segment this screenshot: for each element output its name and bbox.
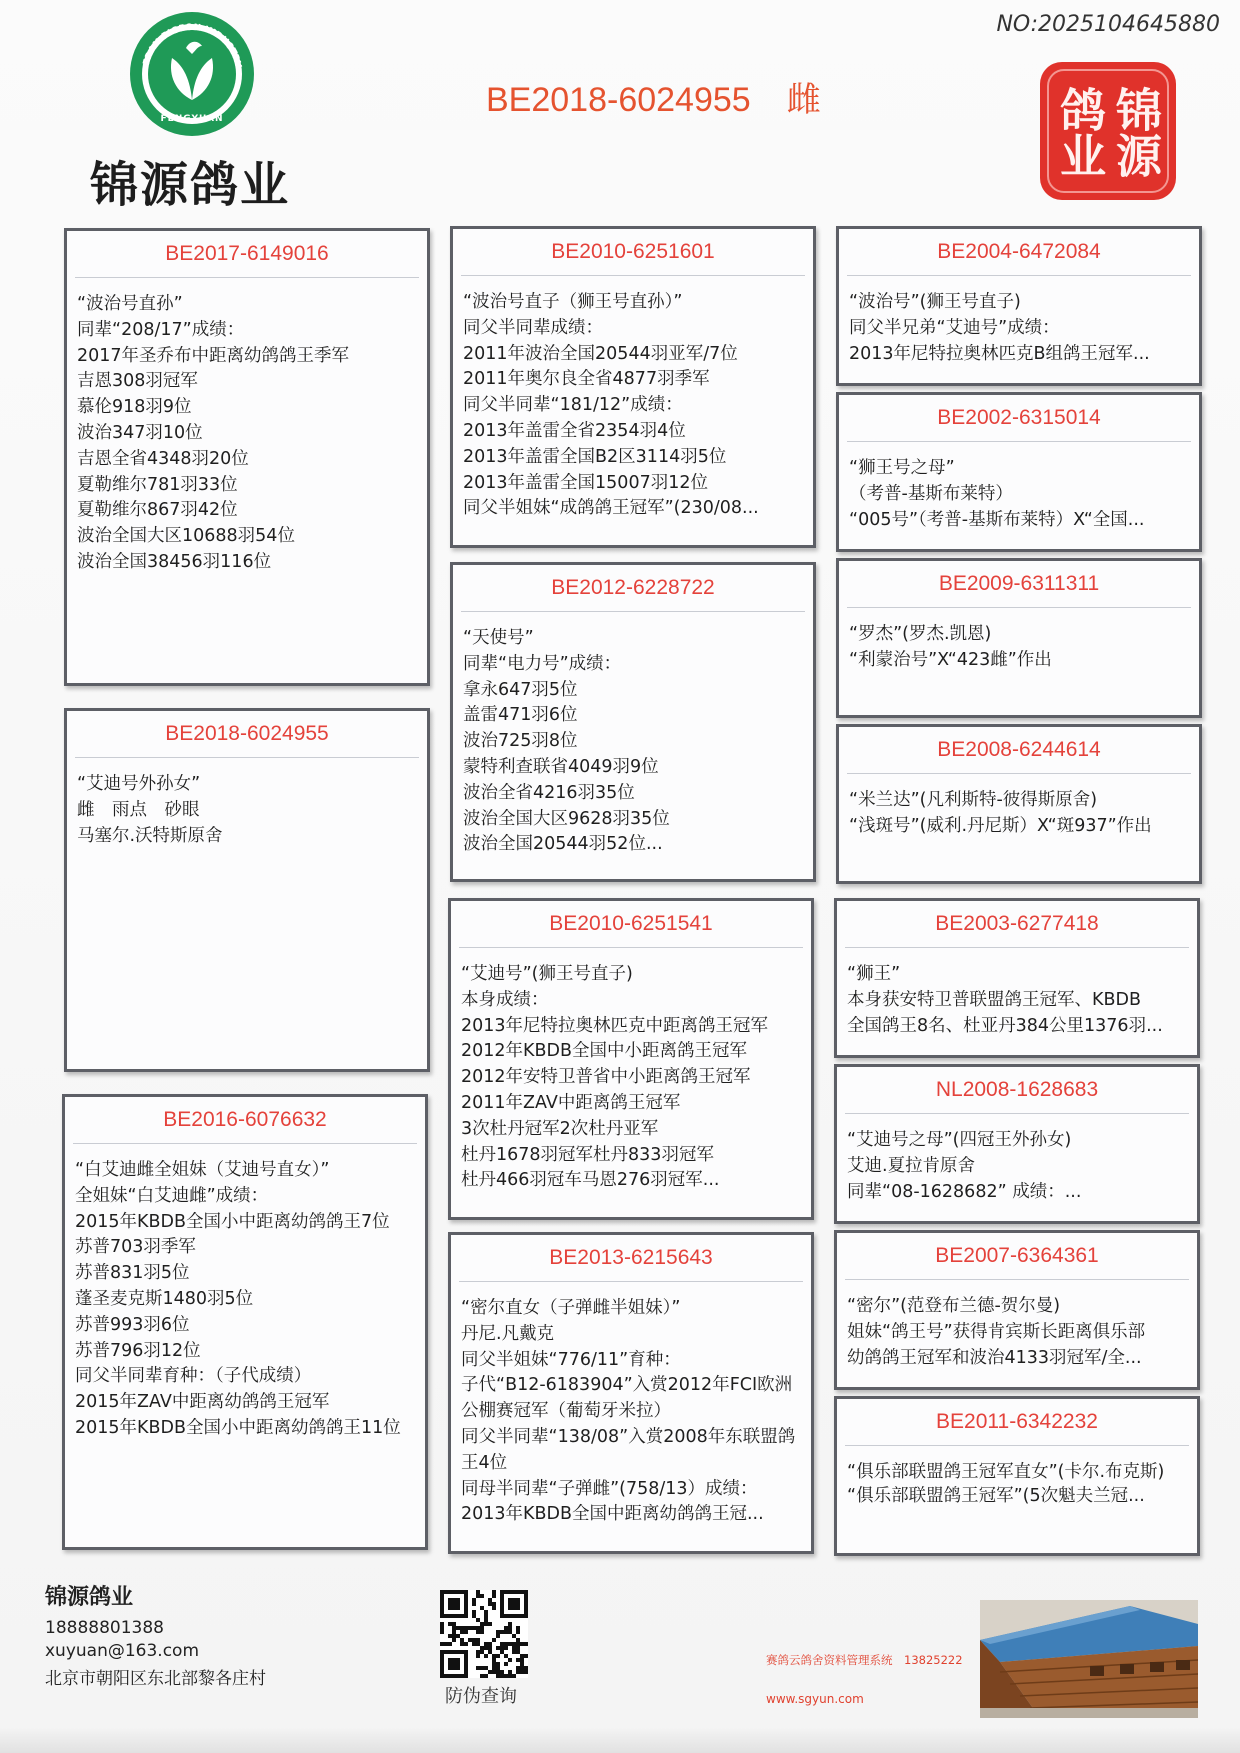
card-line: 同父半姐妹“776/11”育种： [461,1349,681,1370]
card-ring-number: BE2009-6311311 [847,561,1191,608]
pedigree-card-subject [64,708,430,1072]
card-line: “白艾迪雌全姐妹（艾迪号直女）” [75,1160,330,1180]
card-ring-number: BE2017-6149016 [75,231,419,278]
card-line: “狮王号之母” [849,458,955,478]
card-line: 全姐妹“白艾迪雌”成绩： [75,1185,269,1206]
pedigree-card-grandsire-2 [448,898,814,1220]
card-details [67,278,427,576]
card-line: “波治号直子（狮王号直孙）” [463,292,683,312]
card-line: 波治725羽8位 [463,731,578,752]
card-line: （考普-基斯布莱特） [849,483,1013,504]
card-line: 波治全省4216羽35位 [463,782,635,803]
card-line: 姐妹“鸽王号”获得肯宾斯长距离俱乐部 [847,1321,1146,1342]
card-details [839,608,1199,674]
card-line: 2012年安特卫普省中小距离鸽王冠军 [461,1067,751,1088]
loft-photo [980,1600,1198,1718]
card-details [453,612,813,858]
card-line: “俱乐部联盟鸽王冠军直女”(卡尔.布克斯) [847,1462,1165,1482]
card-line: 本身成绩： [461,989,549,1010]
card-line: 夏勒维尔781羽33位 [77,474,238,495]
pedigree-card-ggdam-1 [836,392,1202,552]
card-line: “波治号”(狮王号直子) [849,292,1021,312]
card-line: 同父半同辈“138/08”入赏2008年东联盟鸽王4位 [461,1426,796,1473]
card-details [837,1114,1197,1205]
card-line: 波治全国大区9628羽35位 [463,808,670,829]
card-details [451,948,811,1194]
main-sex: 雌 [786,81,821,119]
seal-stamp-icon [1034,58,1182,206]
card-line: 杜丹466羽冠车马恩276羽冠军... [461,1170,720,1191]
logo-ring-text: FRAN PIGEON INDUSTRY [141,22,243,69]
card-line: 苏普831羽5位 [75,1263,190,1284]
footer-brand-name: 锦源鸽业 [45,1585,134,1610]
card-ring-number: BE2016-6076632 [73,1097,417,1144]
pedigree-card-ggsire-4 [834,1230,1200,1390]
card-details [837,1280,1197,1371]
pedigree-card-ggsire-2 [836,558,1202,718]
card-line: 同父半同辈“181/12”成绩： [463,395,683,416]
card-line: “米兰达”(凡利斯特-彼得斯原舍) [849,790,1098,810]
card-line: 2013年盖雷全国B2区3114羽5位 [463,446,727,467]
card-line: 慕伦918羽9位 [77,397,192,418]
card-line: “密尔直女（子弹雌半姐妹）” [461,1298,681,1318]
pedigree-card-dam [62,1094,428,1550]
card-ring-number: BE2004-6472084 [847,229,1191,276]
card-line: 同父半兄弟“艾迪号”成绩： [849,317,1060,338]
card-line: 苏普703羽季军 [75,1237,196,1258]
card-line: 吉恩全省4348羽20位 [77,448,249,469]
card-line: 2011年奥尔良全省4877羽季军 [463,369,710,390]
card-line: 苏普993羽6位 [75,1314,190,1335]
card-ring-number: BE2012-6228722 [461,565,805,612]
card-line: “波治号直孙” [77,294,183,314]
seal-text: 锦源鸽业 [1053,86,1163,178]
card-line: 3次杜丹冠军2次杜丹亚军 [461,1118,659,1139]
card-line: “俱乐部联盟鸽王冠军”(5次魁夫兰冠... [847,1486,1145,1506]
card-line: 本身获安特卫普联盟鸽王冠军、KBDB [847,989,1141,1010]
card-line: 夏勒维尔867羽42位 [77,500,238,521]
system-url[interactable]: www.sgyun.com [766,1692,864,1706]
logo-emblem-icon [128,10,256,138]
card-line: 2012年KBDB全国中小距离鸽王冠军 [461,1041,747,1062]
card-line: 雌 雨点 砂眼 [77,799,200,820]
card-line: “罗杰”(罗杰.凯恩) [849,624,992,644]
main-pigeon-heading [486,72,821,121]
card-line: 2017年圣乔布中距离幼鸽鸽王季军 [77,345,350,366]
logo-bottom-text: FENGYUAN [160,114,224,124]
card-line: 2013年KBDB全国中距离幼鸽鸽王冠... [461,1504,764,1525]
card-details [453,276,813,522]
main-ring-number: BE2018-6024955 [486,81,751,119]
card-ring-number: BE2011-6342232 [845,1399,1189,1446]
card-ring-number: BE2010-6251541 [459,901,803,948]
card-ring-number: BE2013-6215643 [459,1235,803,1282]
card-line: 同辈“208/17”成绩： [77,319,245,340]
card-line: “艾迪号”(狮王号直子) [461,964,633,984]
card-line: 丹尼.凡戴克 [461,1323,555,1344]
card-line: 子代“B12-6183904”入赏2012年FCI欧洲公棚赛冠军（葡萄牙米拉） [461,1375,793,1422]
card-line: 2013年尼特拉奥林匹克B组鸽王冠军... [849,343,1150,364]
card-line: 同父半姐妹“成鸽鸽王冠军”(230/08... [463,498,759,519]
card-ring-number: BE2010-6251601 [461,229,805,276]
card-ring-number: BE2007-6364361 [845,1233,1189,1280]
pedigree-card-ggdam-2 [836,724,1202,884]
card-ring-number: BE2003-6277418 [845,901,1189,948]
card-line: 2015年KBDB全国小中距离幼鸽鸽王11位 [75,1417,401,1438]
card-line: 2013年尼特拉奥林匹克中距离鸽王冠军 [461,1015,769,1036]
footer-email: xuyuan@163.com [45,1641,200,1661]
card-line: 2013年盖雷全省2354羽4位 [463,420,686,441]
pedigree-card-sire [64,228,430,686]
card-line: 波治347羽10位 [77,422,203,443]
pedigree-card-grandsire-1 [450,226,816,548]
card-line: “利蒙治号”X“423雌”作出 [849,649,1052,670]
card-line: 马塞尔.沃特斯原舍 [77,825,223,846]
card-line: 杜丹1678羽冠军杜丹833羽冠军 [461,1144,714,1165]
card-line: “浅斑号”(威利.丹尼斯）X“斑937”作出 [849,815,1152,836]
card-details [67,758,427,849]
paper-edge-shadow [0,1727,1240,1753]
pedigree-card-ggsire-1 [836,226,1202,386]
card-line: 蓬圣麦克斯1480羽5位 [75,1288,254,1309]
pedigree-card-ggdam-4 [834,1396,1200,1556]
card-line: 盖雷471羽6位 [463,705,578,726]
card-line: “艾迪号外孙女” [77,774,201,794]
card-line: 同父半同辈成绩： [463,317,603,338]
card-line: 同父半同辈育种：（子代成绩） [75,1366,312,1387]
card-line: 同母半同辈“子弹雌”(758/13）成绩： [461,1478,758,1499]
card-line: 2011年ZAV中距离鸽王冠军 [461,1092,681,1113]
footer-phone: 18888801388 [45,1618,164,1638]
footer-address: 北京市朝阳区东北部黎各庄村 [45,1669,266,1689]
card-line: “005号”（考普-基斯布莱特）X“全国... [849,509,1145,530]
pedigree-card-ggsire-3 [834,898,1200,1058]
qr-label: 防伪查询 [445,1686,517,1707]
card-line: “狮王” [847,964,901,984]
pedigree-card-granddam-2 [448,1232,814,1554]
pedigree-card-granddam-1 [450,562,816,882]
card-line: 波治全国38456羽116位 [77,551,272,572]
card-ring-number: BE2002-6315014 [847,395,1191,442]
card-ring-number: BE2018-6024955 [75,711,419,758]
card-line: 2013年盖雷全国15007羽12位 [463,472,708,493]
card-details [451,1282,811,1528]
card-details [837,1446,1197,1508]
card-details [839,774,1199,840]
card-details [839,276,1199,367]
card-details [65,1144,425,1442]
card-line: 2011年波治全国20544羽亚军/7位 [463,343,738,364]
card-line: 苏普796羽12位 [75,1340,201,1361]
document-number: NO:2025104645880 [996,12,1220,37]
card-line: “艾迪号之母”(四冠王外孙女) [847,1130,1072,1150]
card-details [839,442,1199,533]
card-line: 蒙特利查联省4049羽9位 [463,756,659,777]
pedigree-card-ggdam-3 [834,1064,1200,1224]
card-line: 同辈“08-1628682” 成绩：... [847,1181,1082,1202]
card-line: 波治全国20544羽52位... [463,834,663,855]
card-details [837,948,1197,1039]
card-line: “密尔”(范登布兰德-贺尔曼) [847,1296,1061,1316]
brand-title: 锦源鸽业 [90,157,291,213]
card-line: 全国鸽王8名、杜亚丹384公里1376羽... [847,1015,1163,1036]
card-ring-number: BE2008-6244614 [847,727,1191,774]
card-line: 同辈“电力号”成绩： [463,653,622,674]
card-line: 幼鸽鸽王冠军和波治4133羽冠军/全... [847,1347,1142,1368]
card-line: 2015年KBDB全国小中距离幼鸽鸽王7位 [75,1211,390,1232]
card-line: 波治全国大区10688羽54位 [77,526,295,547]
card-line: 拿永647羽5位 [463,679,578,700]
qr-code-icon[interactable] [440,1590,528,1678]
system-text: 赛鸽云鸽舍资料管理系统 13825222 [766,1653,963,1667]
card-line: 2015年ZAV中距离幼鸽鸽王冠军 [75,1392,330,1413]
card-line: 艾迪.夏拉肯原舍 [847,1155,976,1176]
card-line: 吉恩308羽冠军 [77,371,198,392]
card-ring-number: NL2008-1628683 [845,1067,1189,1114]
card-line: “天使号” [463,628,534,648]
